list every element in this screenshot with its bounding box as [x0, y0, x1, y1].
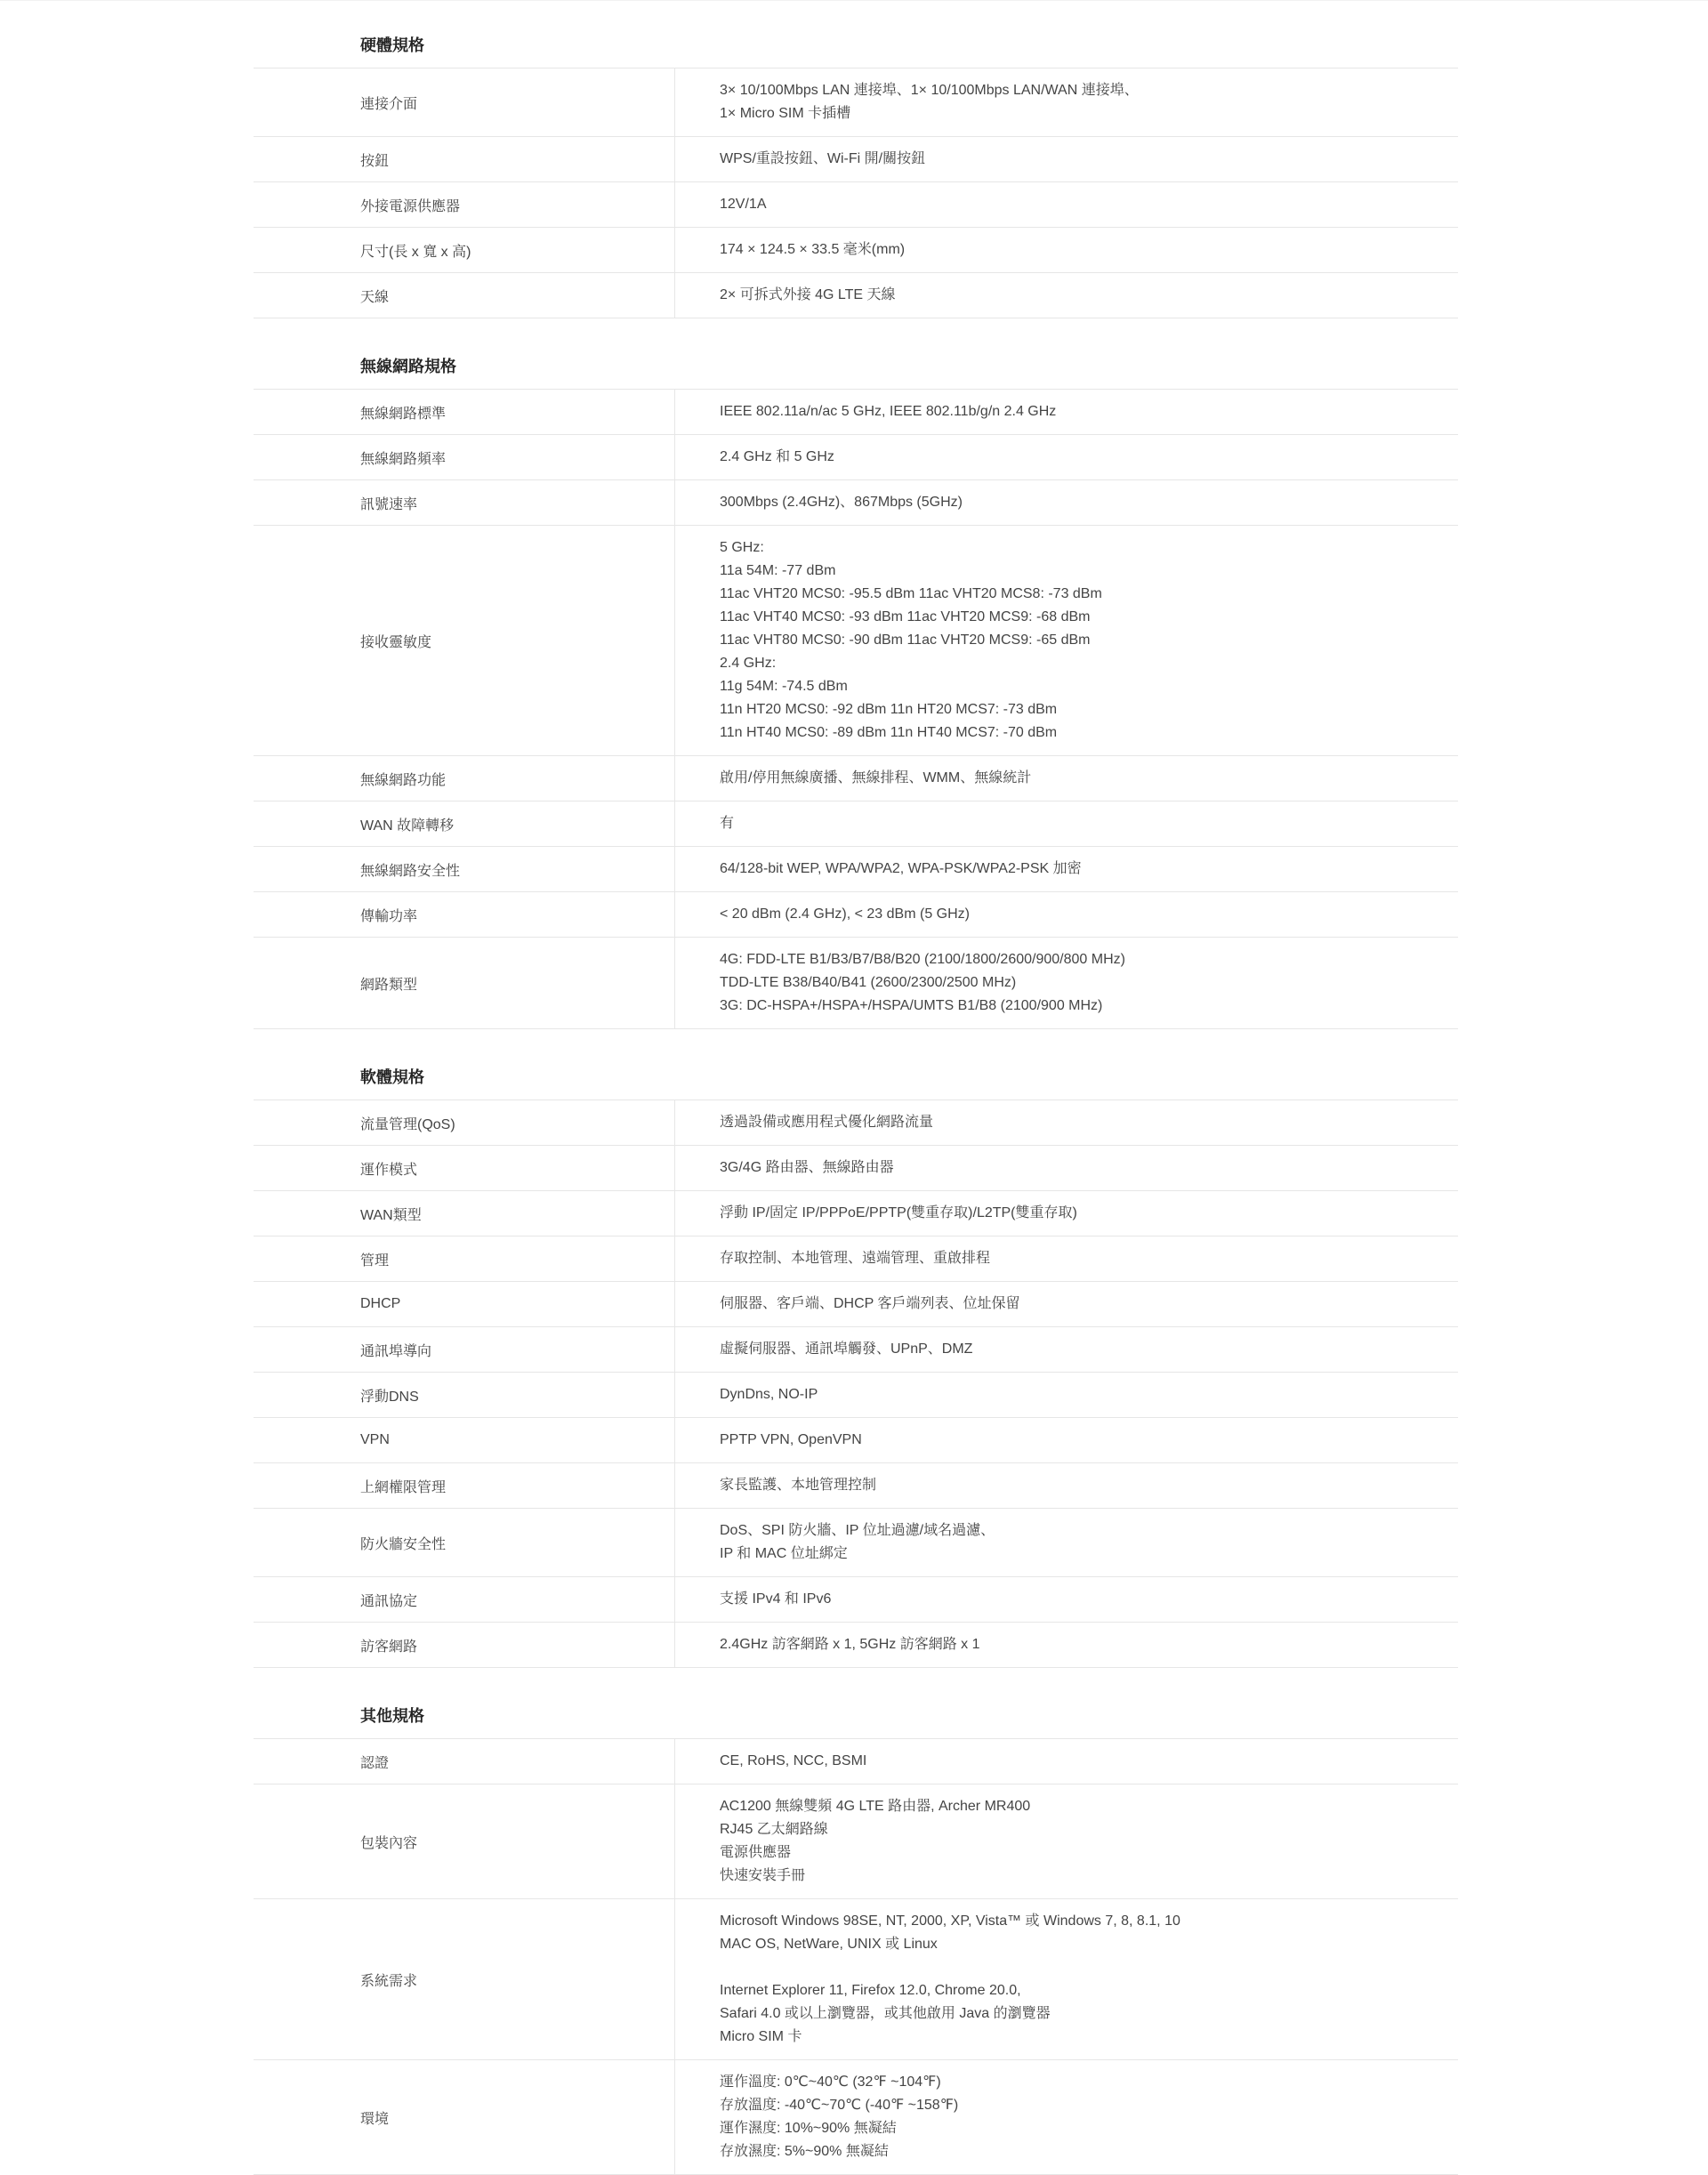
spec-value	[675, 228, 1458, 272]
spec-value-line: 存取控制、本地管理、遠端管理、重啟排程	[720, 1251, 991, 1266]
spec-value-line: 存放濕度: 5%~90% 無凝結	[720, 2144, 889, 2159]
spec-value	[675, 1191, 1458, 1236]
spec-value-line: 2.4GHz 訪客網路 x 1, 5GHz 訪客網路 x 1	[720, 1637, 980, 1652]
spec-value	[675, 892, 1458, 937]
spec-label: 包裝內容	[254, 1784, 675, 1898]
spec-value-line: 透過設備或應用程式優化網路流量	[720, 1115, 934, 1130]
spec-row	[254, 1146, 1458, 1191]
spec-row	[254, 938, 1458, 1029]
spec-value-line: 11ac VHT20 MCS0: -95.5 dBm 11ac VHT20 MCS8: -73 dBm	[720, 586, 1102, 601]
spec-value-line: 電源供應器	[720, 1845, 792, 1860]
spec-row	[254, 1100, 1458, 1146]
spec-value-line: 虛擬伺服器、通訊埠觸發、UPnP、DMZ	[720, 1341, 973, 1357]
spec-value	[675, 390, 1458, 434]
spec-value-line: 174 × 124.5 × 33.5 毫米(mm)	[720, 242, 906, 257]
spec-value-line: 快速安裝手冊	[720, 1868, 806, 1883]
spec-value-line: TDD-LTE B38/B40/B41 (2600/2300/2500 MHz)	[720, 975, 1017, 990]
spec-value-line: 啟用/停用無線廣播、無線排程、WMM、無線統計	[720, 770, 1032, 785]
spec-value-line: AC1200 無線雙頻 4G LTE 路由器, Archer MR400	[720, 1799, 1031, 1814]
spec-value	[675, 802, 1458, 846]
spec-row	[254, 1463, 1458, 1509]
spec-value-line: 1× Micro SIM 卡插槽	[720, 106, 851, 121]
spec-value-line: IEEE 802.11a/n/ac 5 GHz, IEEE 802.11b/g/n 2.4 GHz	[720, 404, 1057, 419]
spec-value	[675, 480, 1458, 525]
spec-value	[675, 1237, 1458, 1281]
spec-value-line: 家長監護、本地管理控制	[720, 1478, 877, 1493]
spec-value-line	[720, 1956, 1458, 1979]
spec-value-line: 11n HT20 MCS0: -92 dBm 11n HT20 MCS7: -73 dBm	[720, 702, 1058, 717]
spec-label: 流量管理(QoS)	[254, 1100, 675, 1145]
spec-row	[254, 1191, 1458, 1237]
spec-label: WAN 故障轉移	[254, 802, 675, 846]
spec-label: 上網權限管理	[254, 1463, 675, 1508]
spec-value	[675, 182, 1458, 227]
spec-row	[254, 137, 1458, 182]
spec-value	[675, 1784, 1458, 1898]
spec-value	[675, 1509, 1458, 1576]
spec-value-line: 2.4 GHz 和 5 GHz	[720, 449, 834, 464]
spec-value-line: 11g 54M: -74.5 dBm	[720, 679, 848, 694]
spec-value-line: 3G: DC-HSPA+/HSPA+/HSPA/UMTS B1/B8 (2100/900 MHz)	[720, 998, 1103, 1013]
spec-value-line: IP 和 MAC 位址綁定	[720, 1546, 848, 1561]
spec-table	[254, 1, 1458, 2175]
spec-value-line: 浮動 IP/固定 IP/PPPoE/PPTP(雙重存取)/L2TP(雙重存取)	[720, 1205, 1077, 1220]
spec-label: 接收靈敏度	[254, 526, 675, 755]
spec-value	[675, 1739, 1458, 1784]
spec-label: 按鈕	[254, 137, 675, 181]
spec-row	[254, 1282, 1458, 1327]
spec-value-line: CE, RoHS, NCC, BSMI	[720, 1753, 867, 1768]
spec-label: 傳輸功率	[254, 892, 675, 937]
spec-label: 天線	[254, 273, 675, 318]
spec-row	[254, 1237, 1458, 1282]
spec-value	[675, 1327, 1458, 1372]
spec-section	[254, 1668, 1458, 2175]
spec-section	[254, 1029, 1458, 1668]
spec-value-line: 64/128-bit WEP, WPA/WPA2, WPA-PSK/WPA2-PSK 加密	[720, 861, 1082, 876]
spec-section	[254, 1, 1458, 318]
spec-value	[675, 938, 1458, 1028]
spec-row	[254, 1509, 1458, 1577]
spec-label: 浮動DNS	[254, 1373, 675, 1417]
spec-value	[675, 1282, 1458, 1326]
spec-value	[675, 1373, 1458, 1417]
spec-row	[254, 802, 1458, 847]
spec-value-line: 12V/1A	[720, 197, 767, 212]
spec-value	[675, 1577, 1458, 1622]
spec-row	[254, 1327, 1458, 1373]
spec-label: VPN	[254, 1418, 675, 1462]
spec-value-line: 5 GHz:	[720, 540, 764, 555]
spec-value	[675, 1899, 1458, 2059]
spec-value	[675, 847, 1458, 891]
spec-label: 訊號速率	[254, 480, 675, 525]
spec-value-line: Internet Explorer 11, Firefox 12.0, Chrome 20.0,	[720, 1983, 1021, 1998]
spec-value-line: 300Mbps (2.4GHz)、867Mbps (5GHz)	[720, 495, 963, 510]
spec-row	[254, 273, 1458, 318]
spec-row	[254, 480, 1458, 526]
spec-row	[254, 526, 1458, 756]
spec-row	[254, 847, 1458, 892]
spec-label: WAN類型	[254, 1191, 675, 1236]
spec-value	[675, 1623, 1458, 1667]
spec-label: 運作模式	[254, 1146, 675, 1190]
spec-row	[254, 1623, 1458, 1668]
spec-label: 認證	[254, 1739, 675, 1784]
spec-value	[675, 1463, 1458, 1508]
spec-label: 尺寸(長 x 寬 x 高)	[254, 228, 675, 272]
spec-label: 網路類型	[254, 938, 675, 1028]
spec-value-line: WPS/重設按鈕、Wi-Fi 開/關按鈕	[720, 151, 926, 166]
spec-value-line: 4G: FDD-LTE B1/B3/B7/B8/B20 (2100/1800/2600/900/800 MHz)	[720, 952, 1125, 967]
spec-row	[254, 1373, 1458, 1418]
spec-value-line: MAC OS, NetWare, UNIX 或 Linux	[720, 1937, 938, 1952]
spec-value-line: 存放溫度: -40℃~70℃ (-40℉ ~158℉)	[720, 2098, 959, 2113]
spec-label: 訪客網路	[254, 1623, 675, 1667]
section-title: 軟體規格	[254, 1029, 1458, 1100]
spec-value-line: 11a 54M: -77 dBm	[720, 563, 836, 578]
spec-value	[675, 273, 1458, 318]
spec-value-line: 11ac VHT80 MCS0: -90 dBm 11ac VHT20 MCS9: -65 dBm	[720, 632, 1091, 648]
spec-label: 無線網路標準	[254, 390, 675, 434]
spec-value	[675, 526, 1458, 755]
spec-row	[254, 435, 1458, 480]
spec-value-line: DynDns, NO-IP	[720, 1387, 818, 1402]
spec-label: 通訊協定	[254, 1577, 675, 1622]
spec-row	[254, 68, 1458, 137]
spec-row	[254, 182, 1458, 228]
spec-row	[254, 390, 1458, 435]
section-title: 無線網路規格	[254, 318, 1458, 390]
spec-value-line: Micro SIM 卡	[720, 2029, 802, 2044]
spec-row	[254, 1899, 1458, 2060]
spec-row	[254, 756, 1458, 802]
spec-value-line: 3G/4G 路由器、無線路由器	[720, 1160, 894, 1175]
spec-value-line: 運作濕度: 10%~90% 無凝結	[720, 2121, 897, 2136]
spec-label: 系統需求	[254, 1899, 675, 2059]
spec-value-line: 11ac VHT40 MCS0: -93 dBm 11ac VHT20 MCS9: -68 dBm	[720, 609, 1091, 624]
spec-label: 無線網路頻率	[254, 435, 675, 479]
spec-row	[254, 1784, 1458, 1899]
spec-value-line: RJ45 乙太網路線	[720, 1822, 828, 1837]
spec-value	[675, 435, 1458, 479]
spec-row	[254, 228, 1458, 273]
spec-value-line: 運作溫度: 0℃~40℃ (32℉ ~104℉)	[720, 2074, 941, 2090]
spec-value	[675, 1100, 1458, 1145]
spec-label: 無線網路功能	[254, 756, 675, 801]
spec-value-line: 伺服器、客戶端、DHCP 客戶端列表、位址保留	[720, 1296, 1020, 1311]
spec-value-line: 11n HT40 MCS0: -89 dBm 11n HT40 MCS7: -70 dBm	[720, 725, 1058, 740]
spec-row	[254, 1418, 1458, 1463]
spec-value-line: 支援 IPv4 和 IPv6	[720, 1591, 832, 1607]
spec-value-line: 3× 10/100Mbps LAN 連接埠、1× 10/100Mbps LAN/WAN 連接埠、	[720, 83, 1139, 98]
spec-value	[675, 68, 1458, 136]
spec-value-line: Microsoft Windows 98SE, NT, 2000, XP, Vista™ 或 Windows 7, 8, 8.1, 10	[720, 1913, 1180, 1929]
spec-label: 環境	[254, 2060, 675, 2174]
spec-row	[254, 892, 1458, 938]
spec-value-line: 2× 可拆式外接 4G LTE 天線	[720, 287, 896, 302]
spec-row	[254, 1739, 1458, 1784]
section-title: 硬體規格	[254, 1, 1458, 68]
spec-label: 管理	[254, 1237, 675, 1281]
spec-value	[675, 756, 1458, 801]
spec-value-line: PPTP VPN, OpenVPN	[720, 1432, 862, 1447]
spec-value	[675, 1146, 1458, 1190]
spec-label: 無線網路安全性	[254, 847, 675, 891]
spec-row	[254, 2060, 1458, 2175]
spec-value	[675, 1418, 1458, 1462]
spec-value-line: DoS、SPI 防火牆、IP 位址過濾/域名過濾、	[720, 1523, 995, 1538]
spec-value-line: 有	[720, 816, 735, 831]
spec-value-line: 2.4 GHz:	[720, 656, 777, 671]
spec-label: 外接電源供應器	[254, 182, 675, 227]
spec-label: 防火牆安全性	[254, 1509, 675, 1576]
spec-label: 連接介面	[254, 68, 675, 136]
spec-label: 通訊埠導向	[254, 1327, 675, 1372]
spec-section	[254, 318, 1458, 1029]
spec-value	[675, 137, 1458, 181]
section-title: 其他規格	[254, 1668, 1458, 1739]
spec-row	[254, 1577, 1458, 1623]
spec-value	[675, 2060, 1458, 2174]
spec-value-line: Safari 4.0 或以上瀏覽器，或其他啟用 Java 的瀏覽器	[720, 2006, 1051, 2021]
spec-label: DHCP	[254, 1282, 675, 1326]
spec-value-line: < 20 dBm (2.4 GHz), < 23 dBm (5 GHz)	[720, 906, 970, 922]
